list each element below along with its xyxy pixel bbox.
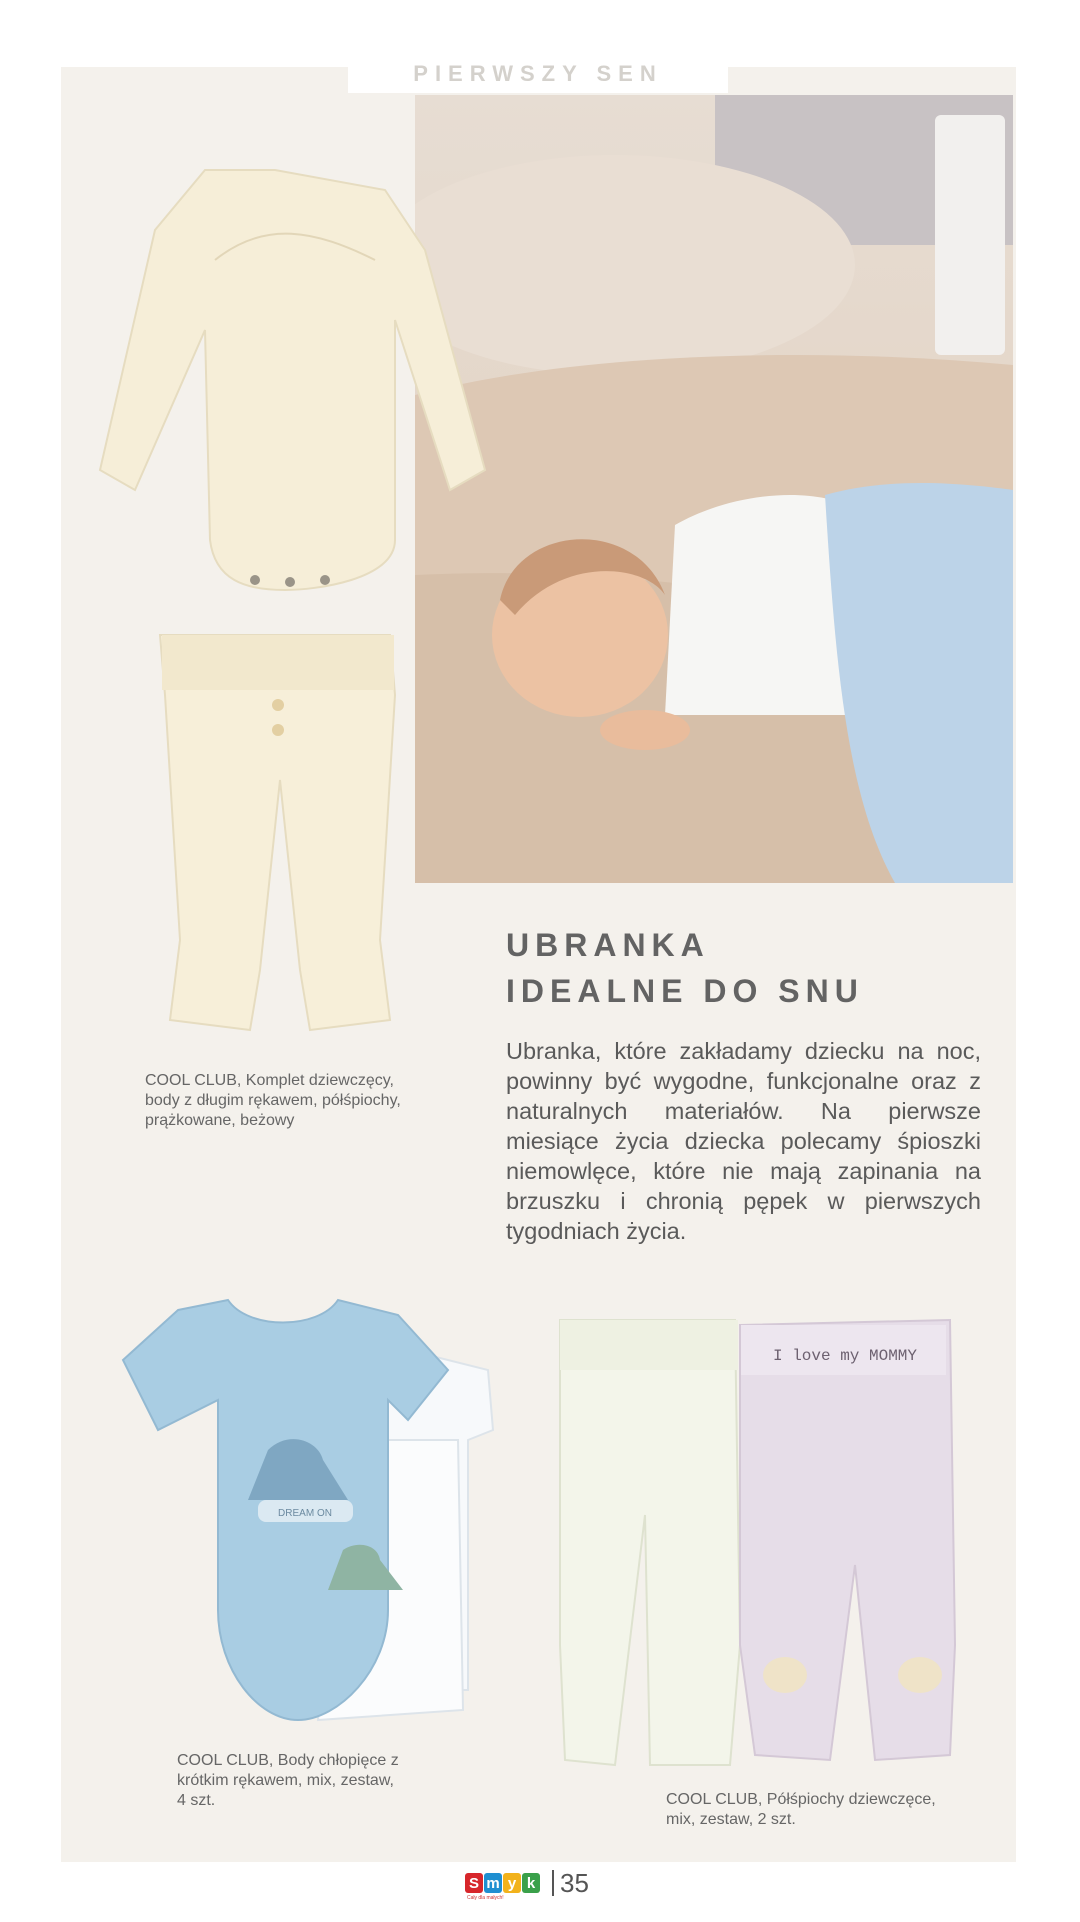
- product-image-ribbed-pants: [150, 630, 410, 1035]
- logo-tagline: Cały dla małych!: [467, 1895, 504, 1901]
- product-caption-bodysuits: COOL CLUB, Body chłopięce z krótkim rękawem, mix, zestaw, 4 szt.: [177, 1752, 399, 1809]
- smyk-logo: [465, 1873, 540, 1901]
- product-image-footed-pants: [555, 1315, 960, 1770]
- logo-letter: S: [465, 1873, 483, 1893]
- heading-line-1: UBRANKA: [506, 927, 710, 963]
- section-heading: [506, 922, 986, 1014]
- product-caption-set: COOL CLUB, Komplet dziewczęcy, body z długim rękawem, półśpiochy, prążkowane, beżowy: [145, 1072, 401, 1129]
- logo-letter: k: [522, 1873, 540, 1893]
- product-caption-footed-pants: COOL CLUB, Półśpiochy dziewczęce, mix, zestaw, 2 szt.: [666, 1791, 936, 1828]
- hero-photo-sleeping-baby: [415, 95, 1013, 883]
- product-image-bodysuit-set: [118, 1290, 503, 1735]
- bodysuit-print-text: DREAM ON: [278, 1508, 332, 1519]
- waistband-print-text: I love my MOMMY: [772, 1347, 918, 1365]
- page-footer: [465, 1865, 589, 1901]
- body-paragraph: Ubranka, które zakładamy dziecku na noc, powinny być wygodne, funkcjonalne oraz z naturalnych materiałów. Na pierwsze miesiące życia dziecka polecamy śpioszki niemowlęce, które nie mają zapinania na brzuszku i chronią pępek w pierwszych tygodniach życia.: [506, 1038, 981, 1244]
- logo-letter: m: [484, 1873, 502, 1893]
- section-tab: PIERWSZY SEN: [348, 55, 728, 93]
- logo-letter: y: [503, 1873, 521, 1893]
- heading-line-2: IDEALNE DO SNU: [506, 973, 864, 1009]
- page-number: 35: [552, 1870, 589, 1896]
- product-image-wrap-bodysuit: [95, 160, 495, 600]
